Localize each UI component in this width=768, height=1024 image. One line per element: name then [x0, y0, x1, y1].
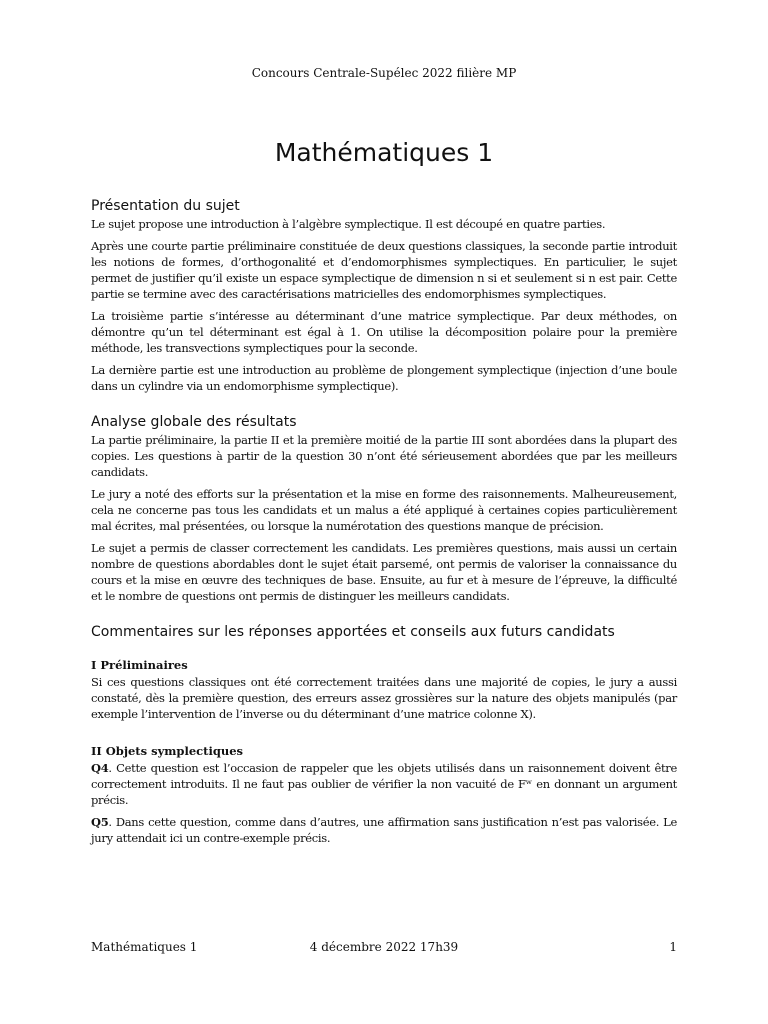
document-body [91, 196, 677, 852]
question-q4 [91, 760, 677, 808]
section-heading-commentaires: Commentaires sur les réponses apportées et conseils aux futurs candidats [91, 624, 615, 640]
paragraph: Après une courte partie préliminaire constituée de deux questions classiques, la seconde partie introduit les notions de formes, d’orthogonalité et d’endomorphismes symplectiques. En particulier, le sujet permet de justifier qu’il existe un espace symplectique de dimension n si et seulement si n est pair. Cette partie se termine avec des caractérisations matricielles des endomorphismes symplectiques. [91, 239, 677, 301]
footer-date: 4 décembre 2022 17h39 [309, 940, 459, 954]
subsection-heading-preliminaires: I Préliminaires [91, 658, 188, 672]
paragraph: Le sujet propose une introduction à l’algèbre symplectique. Il est découpé en quatre parties. [91, 217, 606, 231]
paragraph: La troisième partie s’intéresse au déterminant d’une matrice symplectique. Par deux méthodes, on démontre qu’un tel déterminant est égal à 1. On utilise la décomposition polaire pour la première méthode, les transvections symplectiques pour la seconde. [91, 309, 677, 355]
question-q5 [91, 814, 677, 846]
footer-left: Mathématiques 1 [91, 940, 198, 954]
paragraph: Le sujet a permis de classer correctement les candidats. Les premières questions, mais aussi un certain nombre de questions abordables dont le sujet était parsemé, ont permis de valoriser la connaissance du cours et la mise en œuvre des techniques de base. Ensuite, au fur et à mesure de l’épreuve, la difficulté et le nombre de questions ont permis de distinguer les meilleurs candidats. [91, 541, 677, 603]
section-heading-analyse: Analyse globale des résultats [91, 414, 297, 430]
paragraph: Si ces questions classiques ont été correctement traitées dans une majorité de copies, le jury a aussi constaté, dès la première question, des erreurs assez grossières sur la nature des objets manipulés (par exemple l’intervention de l’inverse ou du déterminant d’une matrice colonne X). [91, 675, 677, 721]
section-commentaires [91, 622, 677, 846]
question-text: . Dans cette question, comme dans d’autres, une affirmation sans justification n’est pas valorisée. Le jury attendait ici un contre-exemple précis. [91, 815, 677, 845]
paragraph: La dernière partie est une introduction au problème de plongement symplectique (injection d’une boule dans un cylindre via un endomorphisme symplectique). [91, 363, 677, 393]
paragraph: La partie préliminaire, la partie II et la première moitié de la partie III sont abordées dans la plupart des copies. Les questions à partir de la question 30 n’ont été sérieusement abordées que par les meilleurs candidats. [91, 433, 677, 479]
question-label: Q5 [91, 815, 109, 829]
section-analyse [91, 412, 677, 604]
running-header: Concours Centrale-Supélec 2022 filière MP [251, 66, 517, 80]
page-number: 1 [669, 940, 677, 954]
paragraph: Le jury a noté des efforts sur la présentation et la mise en forme des raisonnements. Malheureusement, cela ne concerne pas tous les candidats et un malus a été appliqué à certaines copies particulièrement mal écrites, mal présentées, ou lorsque la numérotation des questions manque de précision. [91, 487, 677, 533]
subsection-heading-objets: II Objets symplectiques [91, 744, 244, 758]
document-title: Mathématiques 1 [274, 138, 494, 167]
section-presentation [91, 196, 677, 394]
section-heading-presentation: Présentation du sujet [91, 198, 240, 214]
question-text: . Cette question est l’occasion de rappeler que les objets utilisés dans un raisonnement doivent être correctement introduits. Il ne faut pas oublier de vérifier la non vacuité de Fʷ en donnant un argument précis. [91, 761, 677, 807]
question-label: Q4 [91, 761, 109, 775]
